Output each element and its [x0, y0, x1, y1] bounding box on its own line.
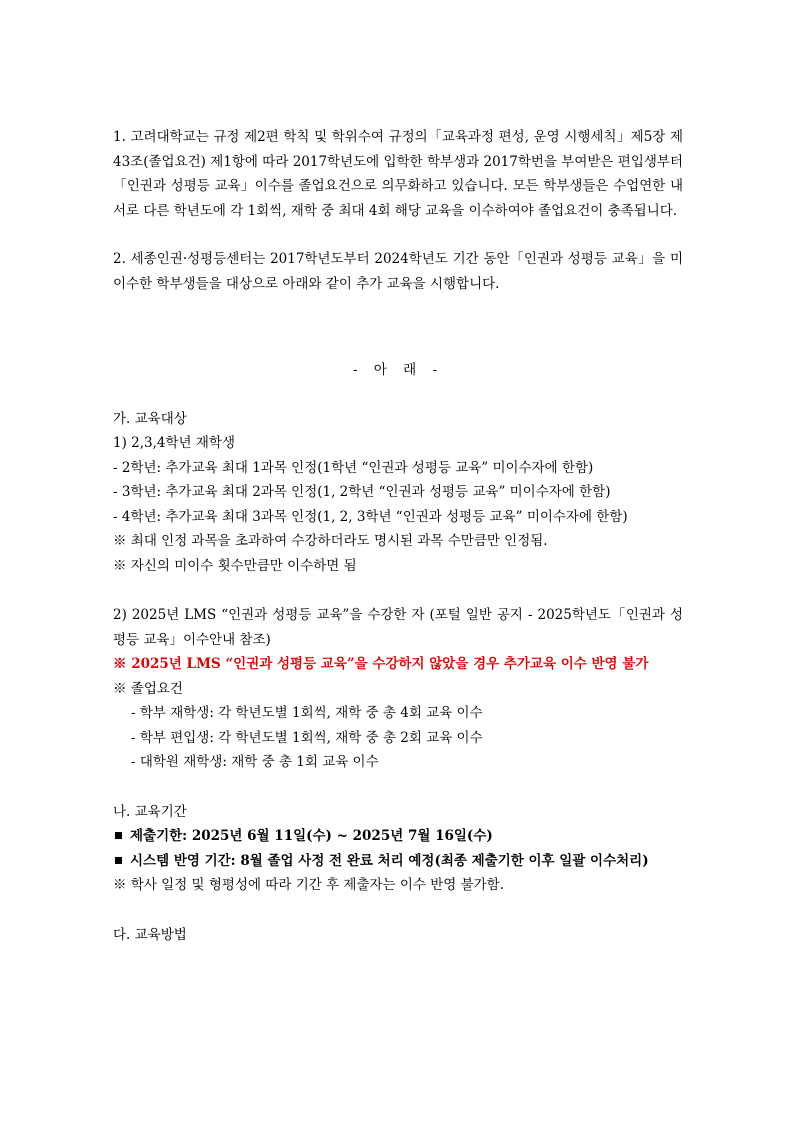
grad-item-undergrad: - 학부 재학생: 각 학년도별 1회씩, 재학 중 총 4회 교육 이수	[131, 705, 483, 721]
system-period-bullet: 시스템 반영 기간: 8월 졸업 사정 전 완료 처리 예정(최종 제출기한 이후 일괄 이수처리)	[113, 849, 683, 874]
section-na-note: ※ 학사 일정 및 형평성에 따라 기간 후 제출자는 이수 반영 불가함.	[113, 877, 505, 893]
intro-paragraph-2: 2. 세종인권·성평등센터는 2017학년도부터 2024학년도 기간 동안「인권과 성평등 교육」을 미이수한 학부생들을 대상으로 아래와 같이 추가 교육을 시행합니다.	[113, 251, 683, 292]
grad-item-transfer: - 학부 편입생: 각 학년도별 1회씩, 재학 중 총 2회 교육 이수	[131, 729, 483, 746]
grade2-line: - 2학년: 추가교육 최대 1과목 인정(1학년 “인권과 성평등 교육” 미이수자에 한함)	[113, 459, 594, 476]
section-ga-item2-title: 2) 2025년 LMS “인권과 성평등 교육”을 수강한 자 (포털 일반 공지 - 2025학년도「인권과 성평등 교육」이수안내 참조)	[113, 607, 683, 648]
intro-paragraph-1: 1. 고려대학교는 규정 제2편 학칙 및 학위수여 규정의「교육과정 편성, 운영 시행세칙」제5장 제43조(졸업요건) 제1항에 따라 2017학년도에 입학한 학부생과 2017학번을 부여받은 편입생부터「인권과 성평등 교육」이수를 졸업요건으로 의무화하고 있습니다. 모든 학부생들은 수업연한 내 서로 다른 학년도에 각 1회씩, 재학 중 최대 4회 해당 교육을 이수하여야 졸업요건이 충족됩니다.	[113, 129, 683, 219]
grade4-line: - 4학년: 추가교육 최대 3과목 인정(1, 2, 3학년 “인권과 성평등 교육” 미이수자에 한함)	[113, 508, 628, 525]
note-own-count: ※ 자신의 미이수 횟수만큼만 이수하면 됨	[113, 557, 357, 574]
section-da-title: 다. 교육방법	[113, 926, 187, 943]
grade3-line: - 3학년: 추가교육 최대 2과목 인정(1, 2학년 “인권과 성평등 교육” 미이수자에 한함)	[113, 484, 611, 500]
grad-requirements-title: ※ 졸업요건	[113, 680, 183, 697]
deadline-bullet: 제출기한: 2025년 6월 11일(수) ~ 2025년 7월 16일(수)	[113, 824, 683, 849]
section-na-title: 나. 교육기간	[113, 803, 187, 820]
section-ga-item1-title: 1) 2,3,4학년 재학생	[113, 435, 235, 451]
section-ga-title: 가. 교육대상	[113, 410, 187, 427]
grad-item-graduate: - 대학원 재학생: 재학 중 총 1회 교육 이수	[131, 754, 379, 770]
note-max-credit: ※ 최대 인정 과목을 초과하여 수강하더라도 명시된 과목 수만큼만 인정됨.	[113, 533, 548, 549]
red-warning-note: ※ 2025년 LMS “인권과 성평등 교육”을 수강하지 않았을 경우 추가교육 이수 반영 불가	[113, 656, 649, 672]
below-heading: - 아 래 -	[352, 362, 444, 378]
